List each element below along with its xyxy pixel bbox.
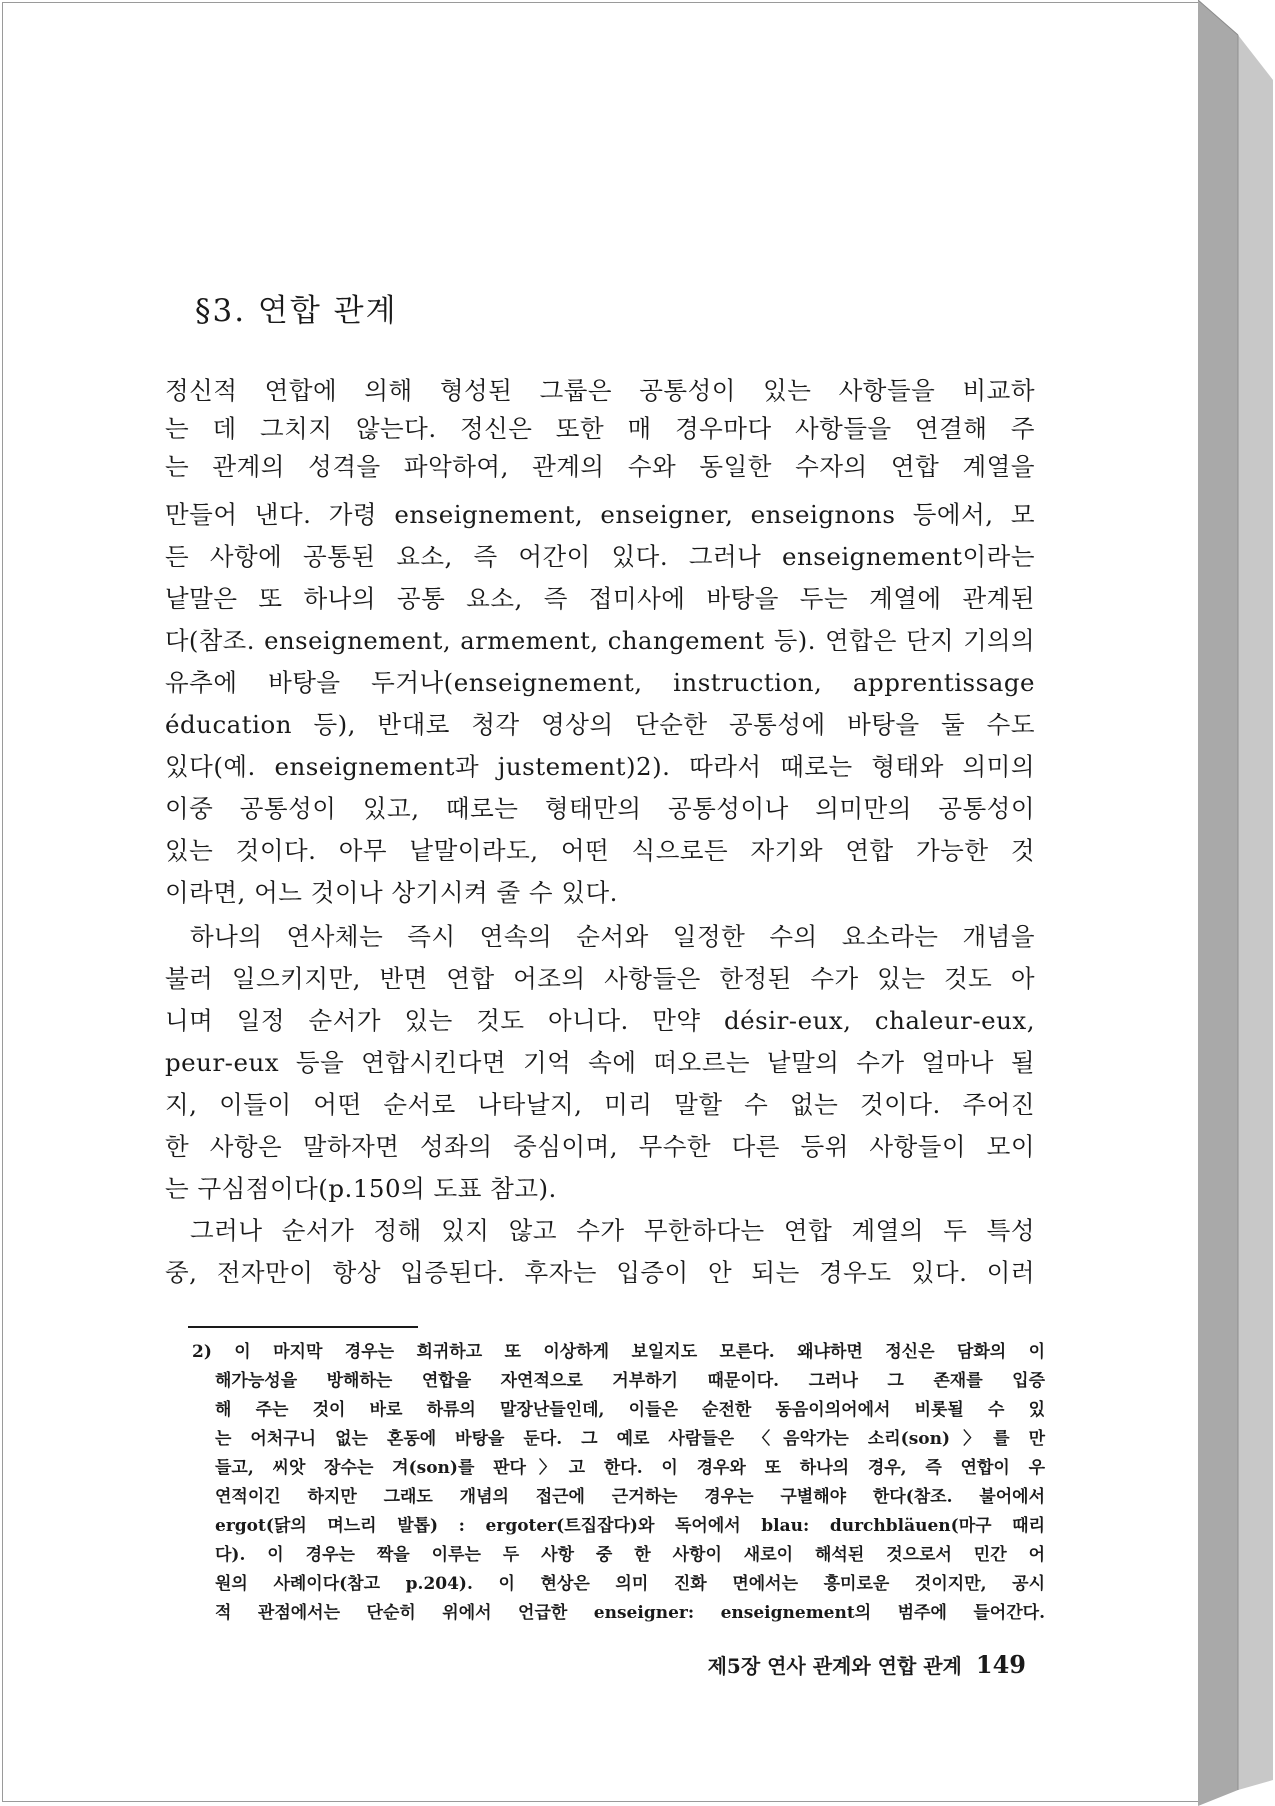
body-line: 이라면, 어느 것이나 상기시켜 줄 수 있다.	[165, 878, 618, 907]
footnote-line: 적 관점에서는 단순히 위에서 언급한 enseigner: enseignement의 범주에 들어간다.	[215, 1603, 1045, 1623]
body-line: 는 관계의 성격을 파악하여, 관계의 수와 동일한 수자의 연합 계열을	[165, 452, 1035, 481]
body-line: 중, 전자만이 항상 입증된다. 후자는 입증이 안 되는 경우도 있다. 이러	[165, 1258, 1035, 1287]
body-line: 있는 것이다. 아무 낱말이라도, 어떤 식으로든 자기와 연합 가능한 것	[165, 836, 1035, 865]
running-head: 제5장 연사 관계와 연합 관계	[707, 1654, 962, 1678]
footnote-line: 다). 이 경우는 짝을 이루는 두 사항 중 한 사항이 새로이 해석된 것으로서 민간 어	[215, 1545, 1045, 1565]
page-footer	[606, 1650, 1026, 1679]
footnote-line: 2) 이 마지막 경우는 희귀하고 또 이상하게 보일지도 모른다. 왜냐하면 정신은 담화의 이	[192, 1342, 1045, 1362]
body-line: 정신적 연합에 의해 형성된 그룹은 공통성이 있는 사항들을 비교하	[165, 376, 1035, 405]
body-line: 만들어 낸다. 가령 enseignement, enseigner, enseignons 등에서, 모	[165, 500, 1035, 529]
body-line: 낱말은 또 하나의 공통 요소, 즉 접미사에 바탕을 두는 계열에 관계된	[165, 584, 1035, 613]
body-line: 다(참조. enseignement, armement, changement 등). 연합은 단지 기의의	[165, 626, 1035, 655]
footnote-rule	[188, 1326, 418, 1328]
footnote-line: 들고, 씨앗 장수는 겨(son)를 판다〉고 한다. 이 경우와 또 하나의 경우, 즉 연합이 우	[215, 1458, 1045, 1478]
book-edge	[1198, 0, 1273, 1806]
footnote-line: 해가능성을 방해하는 연합을 자연적으로 거부하기 때문이다. 그러나 그 존재를 입증	[215, 1371, 1045, 1391]
footnote-line: 연적이긴 하지만 그래도 개념의 접근에 근거하는 경우는 구별해야 한다(참조. 불어에서	[215, 1487, 1045, 1507]
body-line: éducation 등), 반대로 청각 영상의 단순한 공통성에 바탕을 둘 수도	[165, 710, 1035, 739]
body-line: 지, 이들이 어떤 순서로 나타날지, 미리 말할 수 없는 것이다. 주어진	[165, 1090, 1035, 1119]
body-line: 있다(예. enseignement과 justement)2). 따라서 때로는 형태와 의미의	[165, 752, 1035, 781]
page-number: 149	[975, 1650, 1026, 1679]
footnote-line: 원의 사례이다(참고 p.204). 이 현상은 의미 진화 면에서는 흥미로운 것이지만, 공시	[215, 1574, 1045, 1594]
body-line: 는 구심점이다(p.150의 도표 참고).	[165, 1174, 557, 1203]
section-heading: §3. 연합 관계	[195, 293, 398, 329]
body-line: 유추에 바탕을 두거나(enseignement, instruction, apprentissage	[165, 668, 1035, 697]
body-line: peur-eux 등을 연합시킨다면 기억 속에 떠오르는 낱말의 수가 얼마나 될	[165, 1048, 1035, 1077]
body-line: 하나의 연사체는 즉시 연속의 순서와 일정한 수의 요소라는 개념을	[190, 922, 1035, 951]
body-line: 이중 공통성이 있고, 때로는 형태만의 공통성이나 의미만의 공통성이	[165, 794, 1035, 823]
body-line: 한 사항은 말하자면 성좌의 중심이며, 무수한 다른 등위 사항들이 모이	[165, 1132, 1035, 1161]
footnote-line: ergot(닭의 며느리 발톱) : ergoter(트집잡다)와 독어에서 blau: durchbläuen(마구 때리	[215, 1516, 1045, 1536]
footnote-line: 는 어처구니 없는 혼동에 바탕을 둔다. 그 예로 사람들은 〈음악가는 소리(son)〉를 만	[215, 1429, 1045, 1449]
body-line: 불러 일으키지만, 반면 연합 어조의 사항들은 한정된 수가 있는 것도 아	[165, 964, 1035, 993]
body-line: 든 사항에 공통된 요소, 즉 어간이 있다. 그러나 enseignement이라는	[165, 542, 1035, 571]
footnote-line: 해 주는 것이 바로 하류의 말장난들인데, 이들은 순전한 동음이의어에서 비롯될 수 있	[215, 1400, 1045, 1420]
body-line: 는 데 그치지 않는다. 정신은 또한 매 경우마다 사항들을 연결해 주	[165, 414, 1035, 443]
body-line: 니며 일정 순서가 있는 것도 아니다. 만약 désir-eux, chaleur-eux,	[165, 1006, 1035, 1035]
body-line: 그러나 순서가 정해 있지 않고 수가 무한하다는 연합 계열의 두 특성	[190, 1216, 1035, 1245]
